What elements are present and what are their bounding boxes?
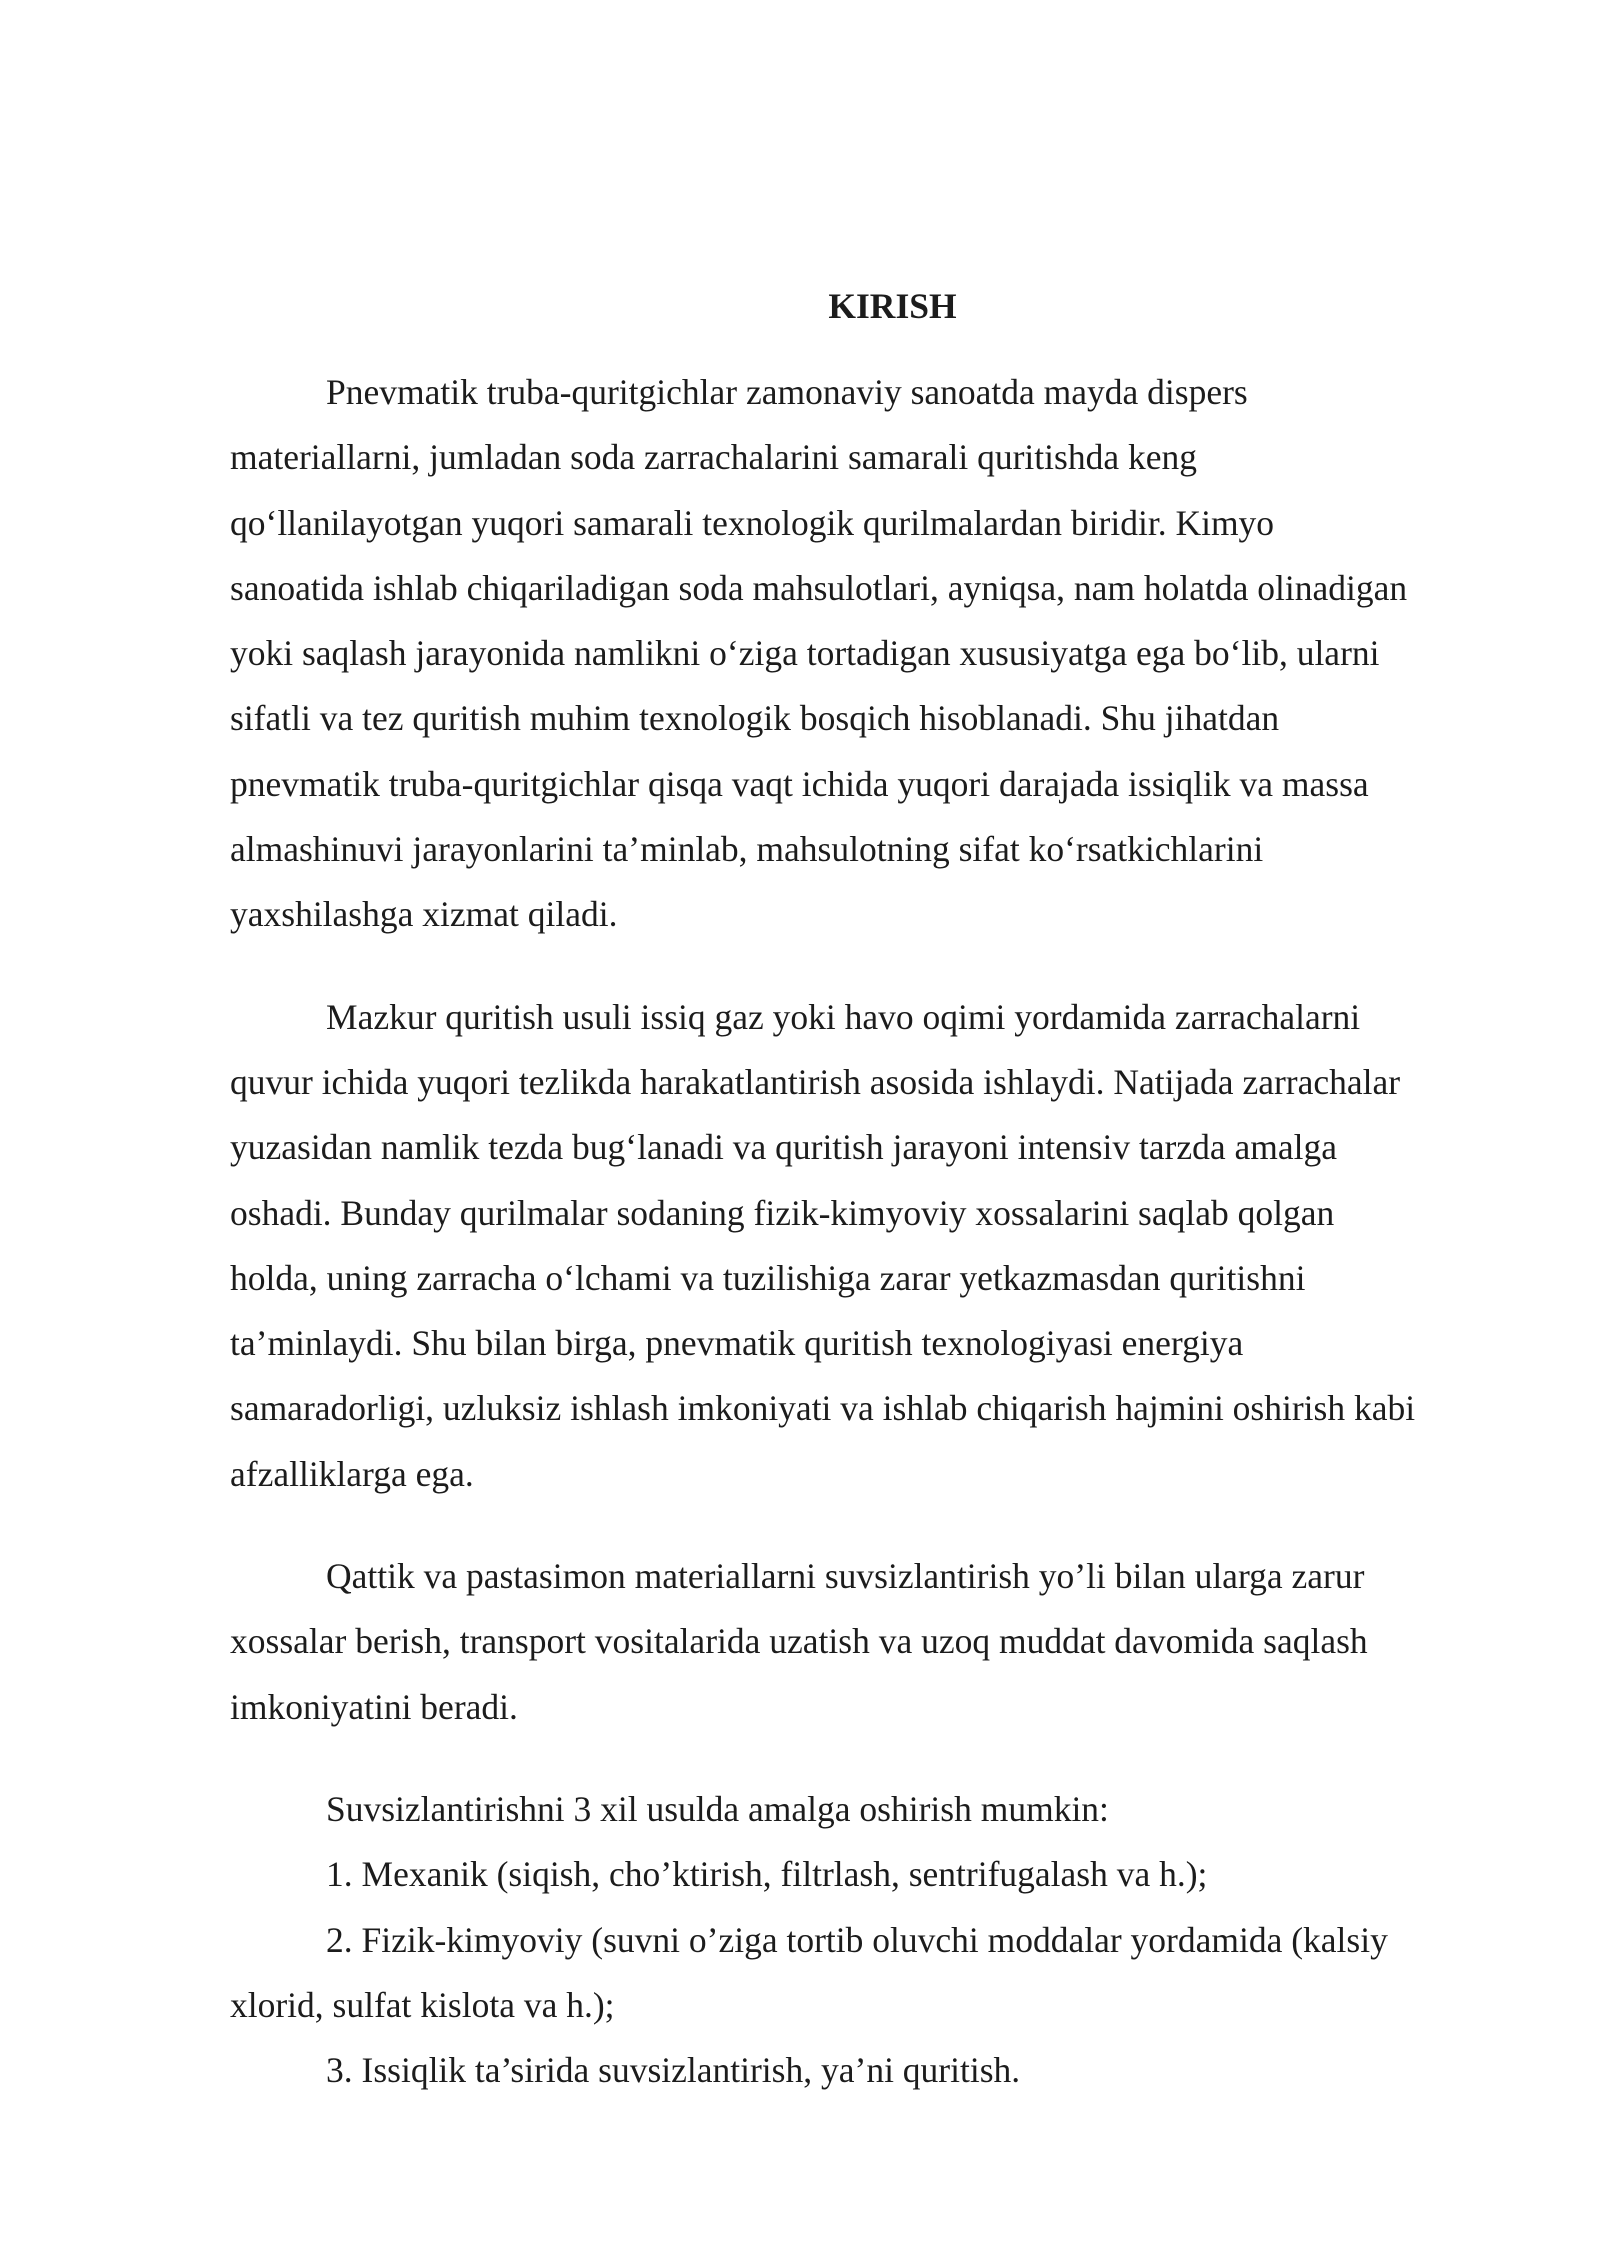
list-item-3: 3. Issiqlik ta’sirida suvsizlantirish, ya’ni quritish. [326, 2050, 1021, 2091]
text-line: quvur ichida yuqori tezlikda harakatlantirish asosida ishlaydi. Natijada zarrachalar [230, 1061, 1401, 1102]
paragraph-3 [230, 1544, 1500, 1740]
methods-list [230, 1777, 1500, 2103]
text-line: yaxshilashga xizmat qiladi. [230, 894, 618, 935]
text-line: sanoatida ishlab chiqariladigan soda mahsulotlari, ayniqsa, nam holatda olinadigan [230, 567, 1408, 608]
text-line: xossalar berish, transport vositalarida uzatish va uzoq muddat davomida saqlash [230, 1621, 1368, 1662]
list-item-1: 1. Mexanik (siqish, cho’ktirish, filtrlash, sentrifugalash va h.); [326, 1854, 1208, 1895]
paragraph-1 [230, 360, 1500, 948]
text-line: oshadi. Bunday qurilmalar sodaning fizik-kimyoviy xossalarini saqlab qolgan [230, 1192, 1335, 1233]
text-line: Pnevmatik truba-quritgichlar zamonaviy sanoatda mayda dispers [326, 372, 1248, 412]
text-line: pnevmatik truba-quritgichlar qisqa vaqt ichida yuqori darajada issiqlik va massa [230, 763, 1369, 804]
text-line: samaradorligi, uzluksiz ishlash imkoniyati va ishlab chiqarish hajmini oshirish kabi [230, 1388, 1416, 1429]
text-line: Qattik va pastasimon materiallarni suvsizlantirish yo’li bilan ularga zarur [326, 1556, 1365, 1597]
text-line: yoki saqlash jarayonida namlikni o‘ziga tortadigan xususiyatga ega bo‘lib, ularni [230, 633, 1380, 674]
text-line: materiallarni, jumladan soda zarrachalarini samarali quritishda keng [230, 437, 1197, 478]
page-title: KIRISH [828, 286, 957, 326]
text-line: sifatli va tez quritish muhim texnologik bosqich hisoblanadi. Shu jihatdan [230, 698, 1280, 739]
text-line: ta’minlaydi. Shu bilan birga, pnevmatik quritish texnologiyasi energiya [230, 1323, 1244, 1364]
text-line: afzalliklarga ega. [230, 1453, 474, 1494]
list-item-2-continuation: xlorid, sulfat kislota va h.); [230, 1984, 615, 2025]
text-line: yuzasidan namlik tezda bug‘lanadi va quritish jarayoni intensiv tarzda amalga [230, 1127, 1338, 1168]
text-line: Mazkur quritish usuli issiq gaz yoki havo oqimi yordamida zarrachalarni [326, 996, 1361, 1037]
list-item-2: 2. Fizik-kimyoviy (suvni o’ziga tortib oluvchi moddalar yordamida (kalsiy [326, 1919, 1388, 1960]
list-intro: Suvsizlantirishni 3 xil usulda amalga oshirish mumkin: [326, 1788, 1109, 1829]
paragraph-2 [230, 985, 1500, 1507]
document-page [230, 270, 1500, 2103]
text-line: almashinuvi jarayonlarini ta’minlab, mahsulotning sifat ko‘rsatkichlarini [230, 829, 1264, 870]
text-line: holda, uning zarracha o‘lchami va tuzilishiga zarar yetkazmasdan quritishni [230, 1257, 1306, 1298]
text-line: qo‘llanilayotgan yuqori samarali texnologik qurilmalardan biridir. Kimyo [230, 502, 1275, 543]
text-line: imkoniyatini beradi. [230, 1686, 518, 1727]
